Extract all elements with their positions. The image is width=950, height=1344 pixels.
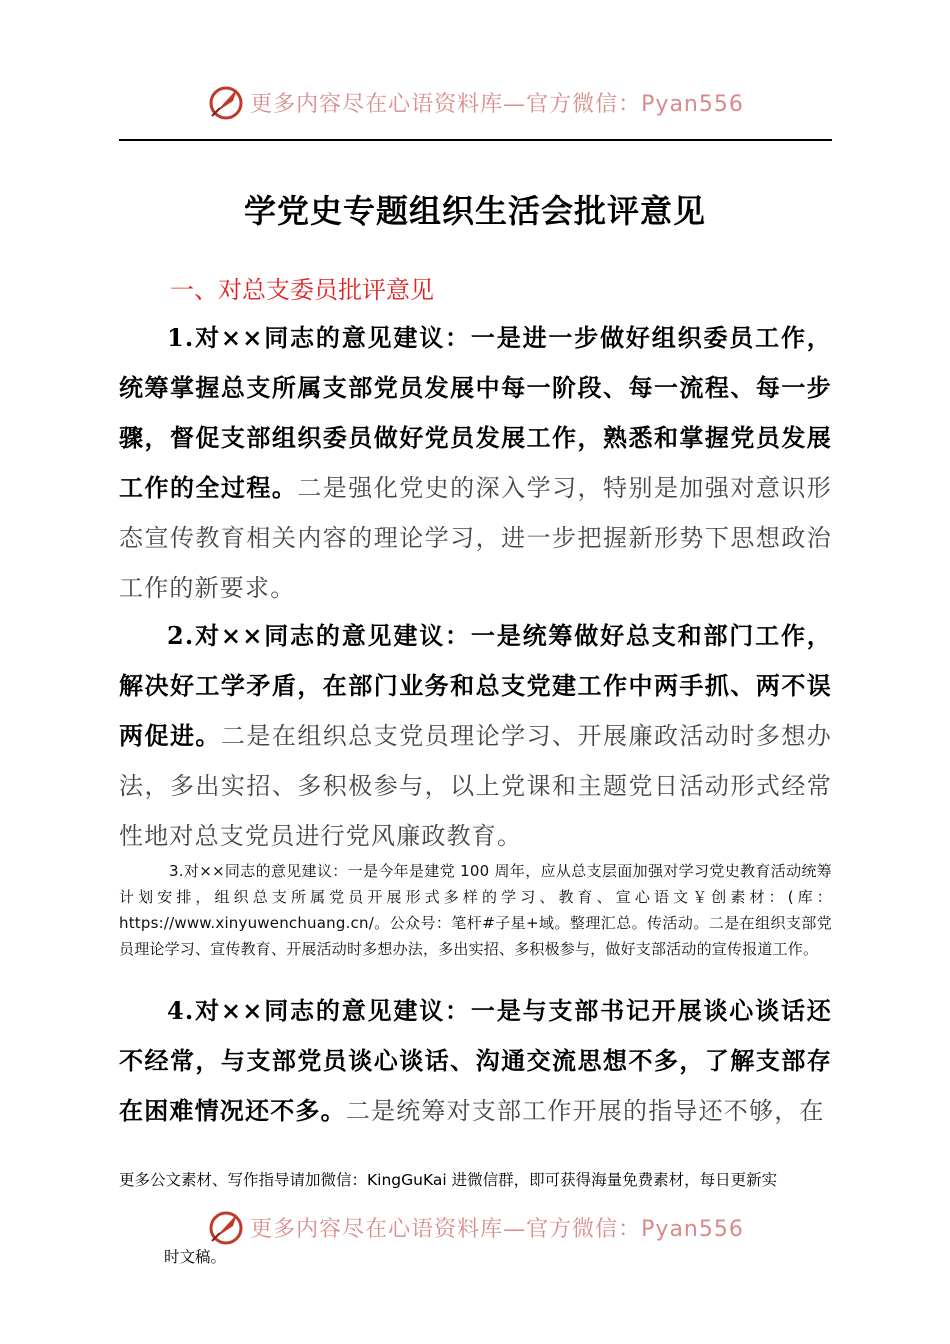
header-banner bbox=[0, 80, 950, 124]
document-title: 学党史专题组织生活会批评意见 bbox=[243, 192, 706, 230]
footer-line-1: 更多公文素材、写作指导请加微信：KingGuKai 进微信群，即可获得海量免费素材，每日更新实 bbox=[119, 1171, 778, 1189]
quill-logo-icon bbox=[206, 82, 246, 122]
paragraph-item-1: 1.对××同志的意见建议：一是进一步做好组织委员工作，统筹掌握总支所属支部党员发展中每一阶段、每一流程、每一步骤，督促支部组织委员做好党员发展工作，熟悉和掌握党员发展工作的全过程。二是强化党史的深入学习，特别是加强对意识形态宣传教育相关内容的理论学习，进一步把握新形势下思想政治工作的新要求。 bbox=[119, 323, 833, 602]
paragraph-item-2: 2.对××同志的意见建议：一是统筹做好总支和部门工作，解决好工学矛盾，在部门业务和总支党建工作中两手抓、两不误两促进。二是在组织总支党员理论学习、开展廉政活动时多想办法，多出实招、多积极参与，以上党课和主题党日活动形式经常性地对总支党员进行党风廉政教育。 bbox=[119, 621, 832, 850]
section-heading: 一、对总支委员批评意见 bbox=[170, 276, 434, 304]
quill-logo-icon bbox=[206, 1207, 246, 1247]
banner-text: 更多内容尽在心语资料库—官方微信：Pyan556 bbox=[250, 1216, 744, 1242]
banner-handle: Pyan556 bbox=[641, 91, 744, 117]
banner-handle: Pyan556 bbox=[641, 1216, 744, 1242]
banner-text: 更多内容尽在心语资料库—官方微信：Pyan556 bbox=[250, 91, 744, 117]
footer-line-2: 时文稿。 bbox=[164, 1248, 227, 1266]
paragraph-item-3: 3.对××同志的意见建议：一是今年是建党 100 周年，应从总支层面加强对学习党史教育活动统筹计划安排，组织总支所属党员开展形式多样的学习、教育、宣心语文￥创素材：(库：https://www.xinyuwenchuang.cn/。公众号：笔杆#子星+域。整理汇总。传活动。二是在组织支部党员理论学习、宣传教育、开展活动时多想办法，多出实招、多积极参与，做好支部活动的宣传报道工作。 bbox=[119, 862, 832, 958]
header-divider bbox=[119, 139, 832, 141]
paragraph-item-4: 4.对××同志的意见建议：一是与支部书记开展谈心谈话还不经常，与支部党员谈心谈话、沟通交流思想不多，了解支部存在困难情况还不多。二是统筹对支部工作开展的指导还不够，在 bbox=[119, 996, 832, 1125]
footer-banner bbox=[0, 1205, 950, 1249]
